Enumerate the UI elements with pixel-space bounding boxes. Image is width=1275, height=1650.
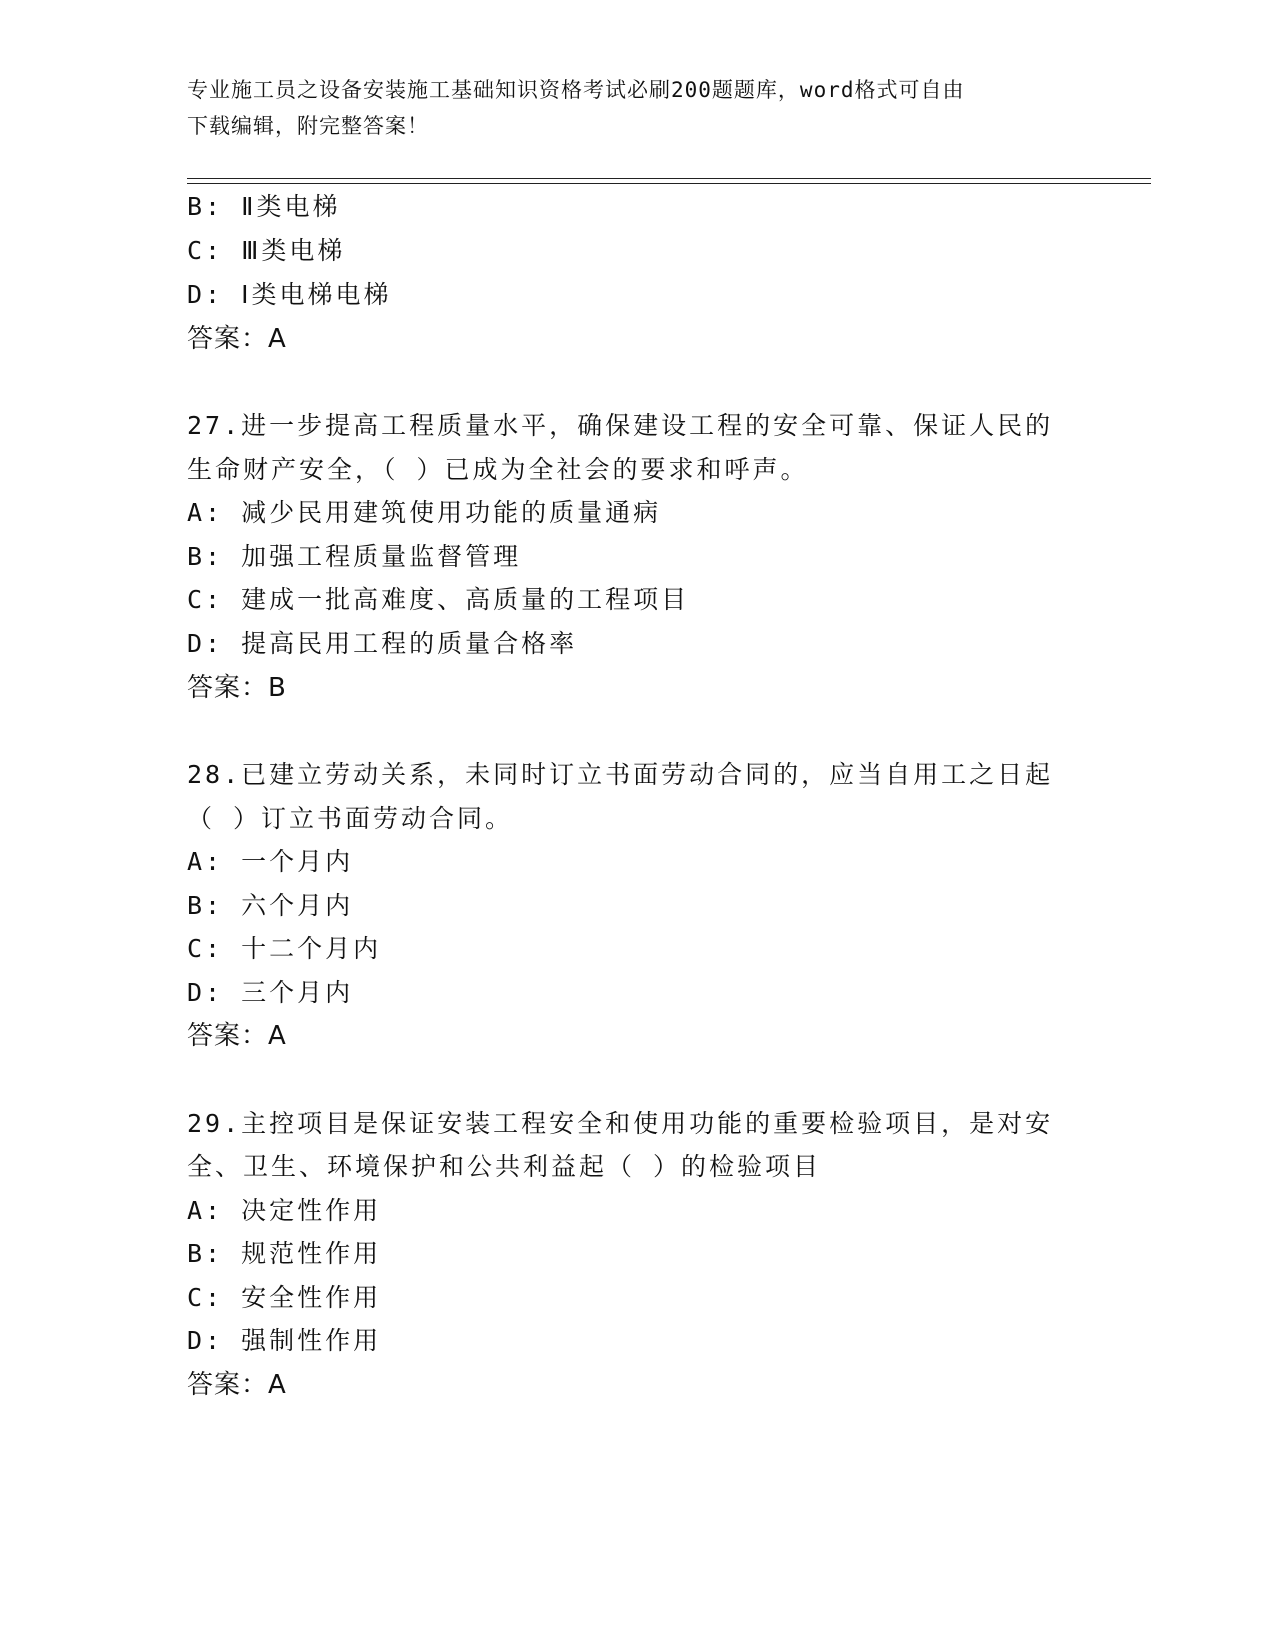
header-divider-bottom (187, 183, 1151, 184)
q29-option-c: C: 安全性作用 (187, 1283, 382, 1312)
header-line-1: 专业施工员之设备安装施工基础知识资格考试必刷200题题库，word格式可自由 (187, 78, 965, 102)
q29-stem-line-1: 29.主控项目是保证安装工程安全和使用功能的重要检验项目，是对安 (187, 1109, 1054, 1138)
q28-option-a: A: 一个月内 (187, 847, 354, 876)
q29-answer: 答案：A (187, 1370, 287, 1400)
document-header (187, 72, 1067, 144)
q27-option-a: A: 减少民用建筑使用功能的质量通病 (187, 498, 662, 527)
q28-answer: 答案：A (187, 1021, 287, 1051)
q29-option-d: D: 强制性作用 (187, 1326, 382, 1355)
q29-option-a: A: 决定性作用 (187, 1196, 382, 1225)
q29-option-b: B: 规范性作用 (187, 1239, 382, 1268)
q28-option-b: B: 六个月内 (187, 891, 354, 920)
q27-option-b: B: 加强工程质量监督管理 (187, 542, 522, 571)
q26-option-d: D: Ⅰ类电梯电梯 (187, 280, 392, 309)
header-divider-top (187, 178, 1151, 179)
header-line-2: 下载编辑，附完整答案！ (187, 114, 429, 138)
q27-answer: 答案：B (187, 673, 287, 703)
q27-option-c: C: 建成一批高难度、高质量的工程项目 (187, 585, 690, 614)
q28-option-c: C: 十二个月内 (187, 934, 382, 963)
q27-option-d: D: 提高民用工程的质量合格率 (187, 629, 578, 658)
q26-answer: 答案：A (187, 324, 287, 354)
q27-stem-line-1: 27.进一步提高工程质量水平，确保建设工程的安全可靠、保证人民的 (187, 411, 1054, 440)
q28-stem-line-2: （ ）订立书面劳动合同。 (187, 804, 514, 833)
q27-stem-line-2: 生命财产安全，（ ）已成为全社会的要求和呼声。 (187, 455, 809, 484)
q26-option-b: B: Ⅱ类电梯 (187, 192, 341, 221)
q26-option-c: C: Ⅲ类电梯 (187, 236, 346, 265)
q28-stem-line-1: 28.已建立劳动关系，未同时订立书面劳动合同的，应当自用工之日起 (187, 760, 1054, 789)
q28-option-d: D: 三个月内 (187, 978, 354, 1007)
q29-stem-line-2: 全、卫生、环境保护和公共利益起（ ）的检验项目 (187, 1152, 822, 1181)
